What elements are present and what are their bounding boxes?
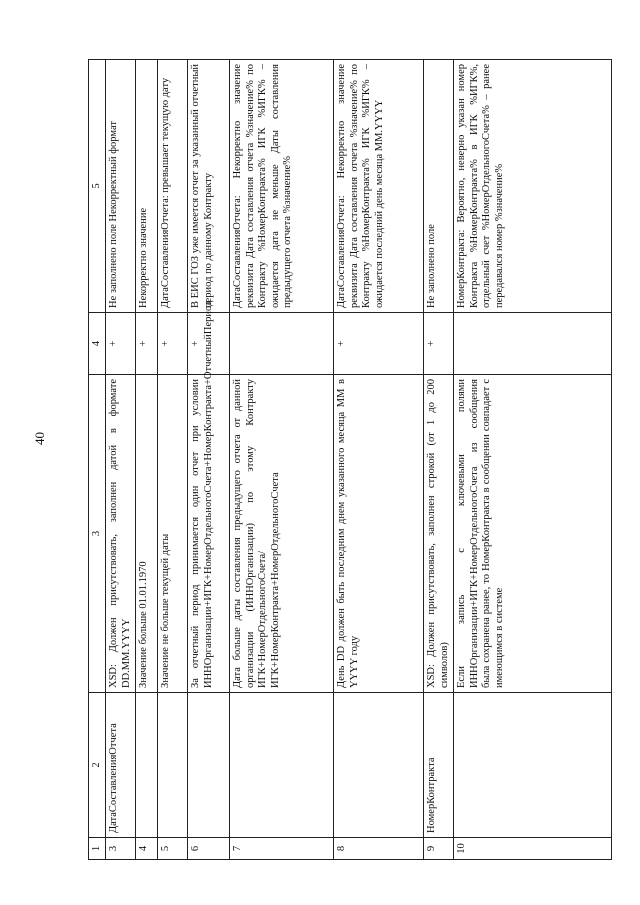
- field-name: [136, 693, 158, 838]
- table-row: [188, 60, 230, 860]
- field-name: [230, 693, 334, 838]
- row-number: 4: [136, 838, 158, 860]
- message-text: Не заполнено поле Некорректный формат: [106, 60, 136, 313]
- field-name: НомерКонтракта: [424, 693, 454, 838]
- table-row: [334, 60, 424, 860]
- field-name: [158, 693, 188, 838]
- validation-table: [88, 59, 612, 860]
- message-text: Не заполнено поле: [424, 60, 454, 313]
- flag-cell: [230, 313, 334, 375]
- rule-text: XSD: Должен присутствовать, заполнен датой в формате DD.MM.YYYY: [106, 375, 136, 693]
- column-header: 5: [89, 60, 106, 313]
- field-name: [454, 693, 612, 838]
- column-header: 3: [89, 375, 106, 693]
- rule-text: Дата больше даты составления предыдущего отчета от данной организации (ИННОрганизации) по этому Контракту ИГК+НомерОтдельногоСчета/ИГК+НомерКонтракта+НомерОтдельногоСчета: [230, 375, 334, 693]
- rule-text: День DD должен быть последним днем указанного месяца ММ в YYYY году: [334, 375, 424, 693]
- row-number: 9: [424, 838, 454, 860]
- row-number: 6: [188, 838, 230, 860]
- column-header: 4: [89, 313, 106, 375]
- table-header-row: [89, 60, 106, 860]
- message-text: В ЕИС ГОЗ уже имеется отчет за указанный отчетный период по данному Контракту: [188, 60, 230, 313]
- row-number: 10: [454, 838, 612, 860]
- row-number: 3: [106, 838, 136, 860]
- flag-cell: +: [334, 313, 424, 375]
- message-text: ДатаСоставленияОтчета: Некорректно значение реквизита Дата составления отчета %значение% по Контракту %НомерКонтракта% ИГК %ИГК% – ожидается дата не меньше Даты составления предыдущего отчета %значение%: [230, 60, 334, 313]
- row-number: 8: [334, 838, 424, 860]
- table-row: [158, 60, 188, 860]
- rule-text: Значение не больше текущей даты: [158, 375, 188, 693]
- table-row: [230, 60, 334, 860]
- flag-cell: +: [188, 313, 230, 375]
- field-name: [334, 693, 424, 838]
- message-text: НомерКонтракта: Вероятно, неверно указан номер Контракта %НомерКонтракта% в ИГК %ИГК%, отдельный счет %НомерОтдельногоСчета% – ранее передавался номер %значение%: [454, 60, 612, 313]
- message-text: ДатаСоставленияОтчета: превышает текущую дату: [158, 60, 188, 313]
- page-number: 40: [32, 432, 47, 445]
- rule-text: XSD: Должен присутствовать, заполнен строкой (от 1 до 200 символов): [424, 375, 454, 693]
- rule-text: Значение больше 01.01.1970: [136, 375, 158, 693]
- flag-cell: +: [106, 313, 136, 375]
- flag-cell: [454, 313, 612, 375]
- rule-text: Если запись с ключевыми полями ИННОрганизации+ИГК+НомерОтдельногоСчета из сообщения была сохранена ранее, то НомерКонтракта в сообщении совпадает с имеющимся в системе: [454, 375, 612, 693]
- table-row: [106, 60, 136, 860]
- flag-cell: +: [136, 313, 158, 375]
- table-row: [424, 60, 454, 860]
- row-number: 7: [230, 838, 334, 860]
- field-name: ДатаСоставленияОтчета: [106, 693, 136, 838]
- table-row: [454, 60, 612, 860]
- table-row: [136, 60, 158, 860]
- rotated-table-container: [88, 60, 612, 860]
- column-header: 2: [89, 693, 106, 838]
- message-text: Некорректно значение: [136, 60, 158, 313]
- column-header: 1: [89, 838, 106, 860]
- field-name: [188, 693, 230, 838]
- rule-text: За отчетный период принимается один отчет при условии ИННОрганизации+ИГК+НомерОтдельногоСчета+НомерКонтракта+ОтчетныйПериод: [188, 375, 230, 693]
- row-number: 5: [158, 838, 188, 860]
- message-text: ДатаСоставленияОтчета: Некорректно значение реквизита Дата составления отчета %значение% по Контракту %НомерКонтракта% ИГК %ИГК% – ожидается последний день месяца ММ.YYYY: [334, 60, 424, 313]
- flag-cell: +: [158, 313, 188, 375]
- flag-cell: +: [424, 313, 454, 375]
